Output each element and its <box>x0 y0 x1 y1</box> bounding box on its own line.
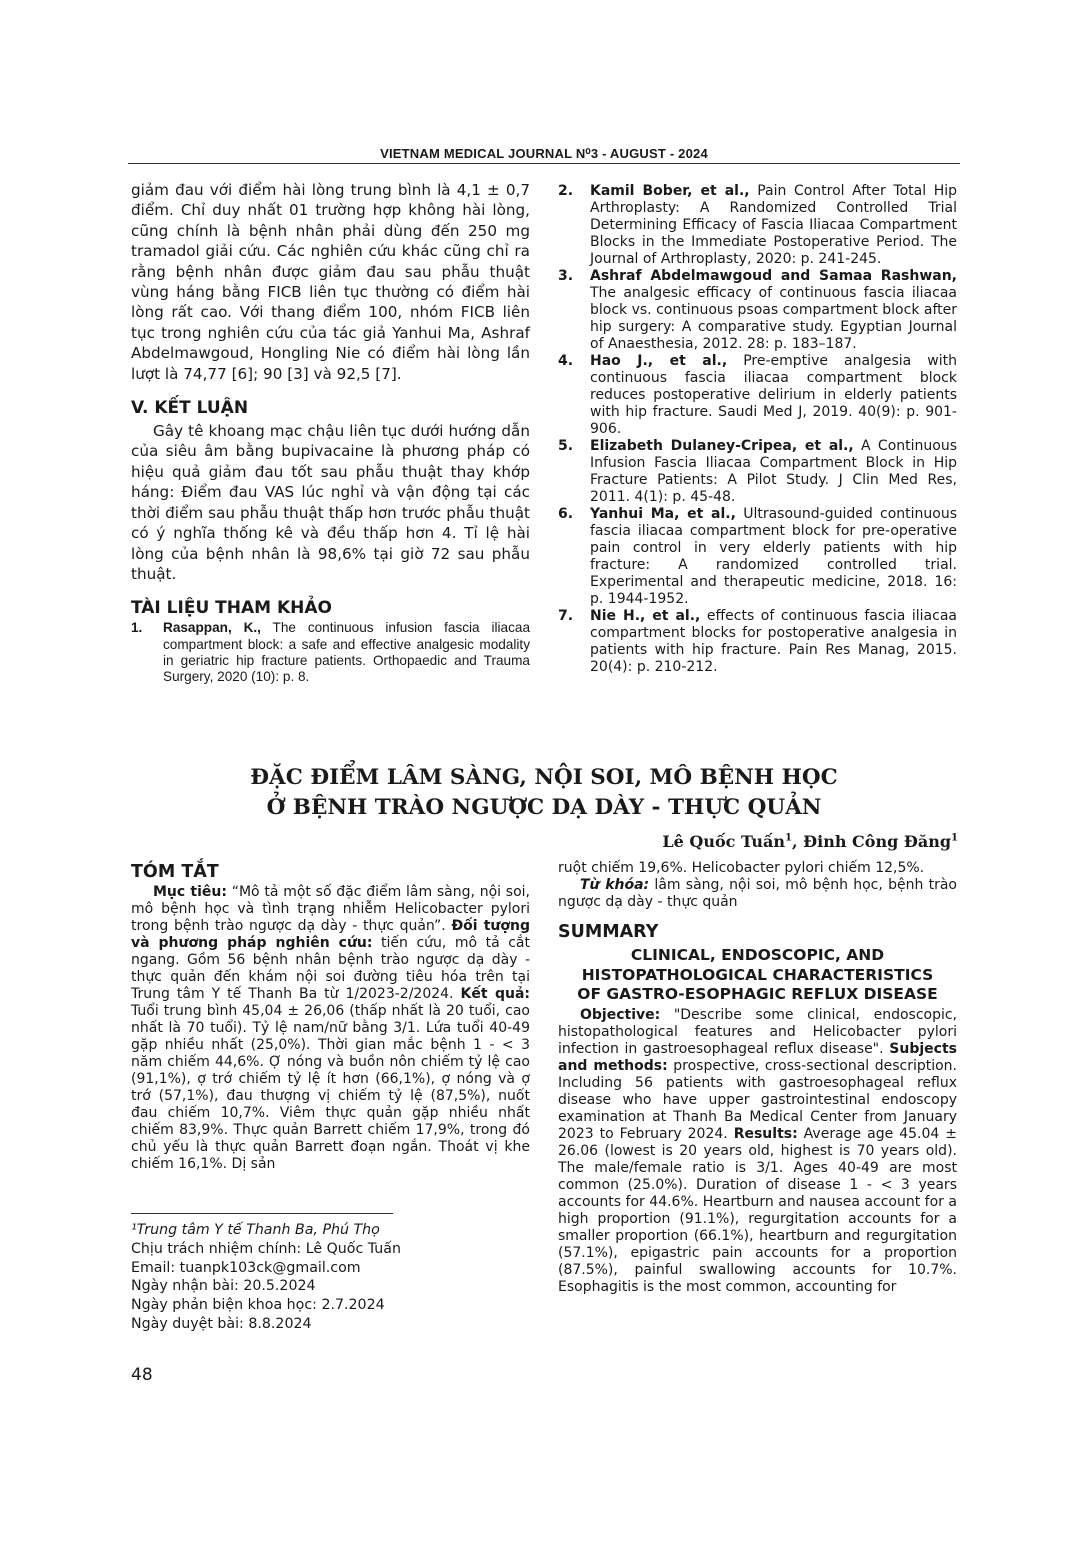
abstract-body <box>131 884 530 1173</box>
reference-author: Rasappan, K., <box>163 620 261 636</box>
objective-text: "Describe some clinical, endoscopic, histopathological features and Helicobacter pylori infection in gastroesophageal reflux disease". <box>558 1006 957 1057</box>
results-text: Tuổi trung bình 45,04 ± 26,06 (thấp nhất là 20 tuổi, cao nhất là 70 tuổi). Tỷ lệ nam/nữ bằng 3/1. Lứa tuổi 40-49 gặp nhiều nhất (25,0%). Thời gian mắc bệnh 1 - < 3 năm chiếm 44,6%. Ợ nóng và buồn nôn chiếm tỷ lệ cao (91,1%), ợ trớ chiếm tỷ lệ ít hơn (66,1%), ợ nóng và ợ trớ (57,1%), đau thượng vị chiếm tỷ lệ (87,5%), nuốt đau chiếm 10,7%. Viêm thực quản gặp nhiều nhất chiếm 83,9%. Thực quản Barrett chiếm 17,9%, trong đó chủ yếu là thực quản Barrett đoạn ngắn. Thoát vị khe chiếm 16,1%. Dị sản <box>131 1003 530 1172</box>
keywords <box>558 877 957 911</box>
review-date: Ngày phản biện khoa học: 2.7.2024 <box>131 1297 385 1314</box>
english-title-line-1: CLINICAL, ENDOSCOPIC, AND <box>630 946 885 964</box>
page-number: 48 <box>131 1365 153 1385</box>
author-name: Lê Quốc Tuấn <box>662 832 786 851</box>
reference-item <box>558 183 957 268</box>
approval-date: Ngày duyệt bài: 8.8.2024 <box>131 1315 312 1332</box>
affiliation-note: ¹Trung tâm Y tế Thanh Ba, Phú Thọ <box>131 1222 380 1238</box>
email-address: Email: tuanpk103ck@gmail.com <box>131 1259 361 1276</box>
methods-label: Subjects and methods: <box>558 1040 957 1074</box>
responsible-author: Chịu trách nhiệm chính: Lê Quốc Tuấn <box>131 1240 401 1257</box>
reference-text: The analgesic efficacy of continuous fascia iliacaa block vs. continuous psoas compartment block after hip surgery: A comparative study. Egyptian Journal of Anaesthesia, 2012. 28: p. 183–187. <box>590 285 957 352</box>
article-title-line-1: ĐẶC ĐIỂM LÂM SÀNG, NỘI SOI, MÔ BỆNH HỌC <box>250 765 838 790</box>
reference-item <box>558 506 957 608</box>
summary-body <box>558 1007 957 1296</box>
reference-text: Pain Control After Total Hip Arthroplasty: A Randomized Controlled Trial Determining Efficacy of Fascia Iliacaa Compartment Blocks in the Immediate Postoperative Period. The Journal of Arthroplasty, 2020: p. 241-245. <box>590 183 957 267</box>
reference-text: Pre-emptive analgesia with continuous fascia iliacaa compartment block reduces postoperative delirium in elderly patients with hip fracture. Saudi Med J, 2019. 40(9): p. 901-906. <box>590 353 957 437</box>
conclusion-heading: V. KẾT LUẬN <box>131 398 249 419</box>
right-column-bottom <box>558 860 957 1296</box>
objective-label: Mục tiêu: <box>153 884 227 900</box>
reference-item <box>558 268 957 353</box>
methods-text: tiến cứu, mô tả cắt ngang. Gồm 56 bệnh nhân bệnh trào ngược dạ dày - thực quản đến khám nội soi đường tiêu hóa trên tại Trung tâm Y tế Thanh Ba từ 1/2023-2/2024. <box>131 935 530 1002</box>
discussion-paragraph: giảm đau với điểm hài lòng trung bình là 4,1 ± 0,7 điểm. Chỉ duy nhất 01 trường hợp không hài lòng, cũng chính là bệnh nhân phải dùng đến 250 mg tramadol giải cứu. Các nghiên cứu khác cũng chỉ ra rằng bệnh nhân được giảm đau sau phẫu thuật vùng háng bằng FICB liên tục thường có điểm hài lòng rất cao. Với thang điểm 100, nhóm FICB liên tục trong nghiên cứu của tác giả Yanhui Ma, Ashraf Abdelmawgoud, Hongling Nie có điểm hài lòng lần lượt là 74,77 [6]; 90 [3] và 92,5 [7]. <box>131 181 530 383</box>
references-heading: TÀI LIỆU THAM KHẢO <box>131 598 332 619</box>
conclusion-paragraph: Gây tê khoang mạc chậu liên tục dưới hướng dẫn của siêu âm bằng bupivacaine là phương pháp có hiệu quả giảm đau tốt sau phẫu thuật thay khớp háng: Điểm đau VAS lúc nghỉ và vận động tại các thời điểm sau phẫu thuật thấp hơn trước phẫu thuật có ý nghĩa thống kê và đều thấp hơn 4. Tỉ lệ hài lòng của bệnh nhân là 98,6% tại giờ 72 sau phẫu thuật. <box>131 422 530 583</box>
reference-number: 3. <box>558 268 574 284</box>
results-label: Results: <box>733 1125 798 1142</box>
reference-text: The continuous infusion fascia iliacaa compartment block: a safe and effective analgesic modality in geriatric hip fracture patients. Orthopaedic and Trauma Surgery, 2020 (10): p. 8. <box>163 620 530 684</box>
summary-heading: SUMMARY <box>558 922 659 942</box>
reference-number: 7. <box>558 608 574 624</box>
reference-number: 1. <box>131 620 143 636</box>
author-affiliation-mark: 1 <box>785 832 793 844</box>
left-column-top <box>131 180 530 685</box>
journal-header: VIETNAM MEDICAL JOURNAL N⁰3 - AUGUST - 2024 <box>380 146 708 161</box>
methods-label: Đối tượng và phương pháp nghiên cứu: <box>131 918 530 951</box>
reference-text: A Continuous Infusion Fascia Iliacaa Compartment Block in Hip Fracture Patients: A Pilot Study. J Clin Med Res, 2011. 4(1): p. 45-48. <box>590 438 957 505</box>
reference-list-right <box>558 183 957 676</box>
reference-author: Ashraf Abdelmawgoud and Samaa Rashwan, <box>590 268 957 284</box>
footnotes <box>131 1221 541 1334</box>
article-title-line-2: Ở BỆNH TRÀO NGƯỢC DẠ DÀY - THỰC QUẢN <box>266 795 822 820</box>
reference-text: Ultrasound-guided continuous fascia iliacaa compartment block for pre-operative pain control in very elderly patients with hip fracture: A randomized controlled trial. Experimental and therapeutic medicine, 2018. 16: p. 1944-1952. <box>590 506 958 607</box>
reference-number: 6. <box>558 506 574 522</box>
author-separator: , <box>792 832 804 851</box>
article-authors <box>662 832 958 851</box>
reference-item <box>558 608 957 676</box>
author-name: Đinh Công Đăng <box>803 832 952 851</box>
author-affiliation-mark: 1 <box>951 832 958 844</box>
abstract-heading: TÓM TẮT <box>131 862 219 882</box>
objective-text: “Mô tả một số đặc điểm lâm sàng, nội soi, mô bệnh học và tình trạng nhiễm Helicobacter pylori trong bệnh trào ngược dạ dày - thực quản”. <box>131 884 530 934</box>
header-divider <box>128 163 960 164</box>
reference-number: 2. <box>558 183 574 199</box>
keywords-label: Từ khóa: <box>580 877 650 893</box>
reference-author: Nie H., et al., <box>590 608 701 624</box>
reference-author: Elizabeth Dulaney-Cripea, et al., <box>590 438 854 454</box>
results-label: Kết quả: <box>460 986 530 1002</box>
reference-number: 5. <box>558 438 574 454</box>
reference-author: Kamil Bober, et al., <box>590 183 750 199</box>
reference-text: effects of continuous fascia iliacaa compartment blocks for postoperative analgesia in patients with hip fracture. Pain Res Manag, 2015. 20(4): p. 210-212. <box>590 608 957 675</box>
methods-text: prospective, cross-sectional description. Including 56 patients with gastroesophageal reflux disease who have upper gastrointestinal endoscopy examination at Thanh Ba Medical Center from January 2023 to February 2024. <box>558 1057 957 1142</box>
abstract-continuation: ruột chiếm 19,6%. Helicobacter pylori chiếm 12,5%. <box>558 860 925 876</box>
reference-number: 4. <box>558 353 574 369</box>
keywords-text: lâm sàng, nội soi, mô bệnh học, bệnh trào ngược dạ dày - thực quản <box>558 877 957 910</box>
received-date: Ngày nhận bài: 20.5.2024 <box>131 1278 316 1295</box>
reference-item <box>558 353 957 438</box>
reference-list-left <box>131 620 530 685</box>
reference-item <box>131 620 530 685</box>
results-text: Average age 45.04 ± 26.06 (lowest is 20 years old, highest is 70 years old). The male/female ratio is 3/1. Ages 40-49 are most common (25.0%). Duration of disease 1 - < 3 years accounts for 44.6%. Heartburn and nausea account for a high proportion (91.1%), regurgitation accounts for a smaller proportion (66.1%), heartburn and regurgitation (57.1%), epigastric pain accounts for a proportion (87.5%), painful swallowing accounts for 10.7%. Esophagitis is the most common, accounting for <box>558 1125 957 1295</box>
objective-label: Objective: <box>580 1006 661 1023</box>
vietnamese-abstract <box>131 862 530 1173</box>
english-title-line-3: OF GASTRO-ESOPHAGIC REFLUX DISEASE <box>577 985 938 1003</box>
reference-author: Yanhui Ma, et al., <box>590 506 736 522</box>
right-column-top <box>558 183 957 676</box>
reference-author: Hao J., et al., <box>590 353 728 369</box>
reference-item <box>558 438 957 506</box>
english-title-line-2: HISTOPATHOLOGICAL CHARACTERISTICS <box>581 965 934 984</box>
footnote-divider <box>131 1213 393 1214</box>
